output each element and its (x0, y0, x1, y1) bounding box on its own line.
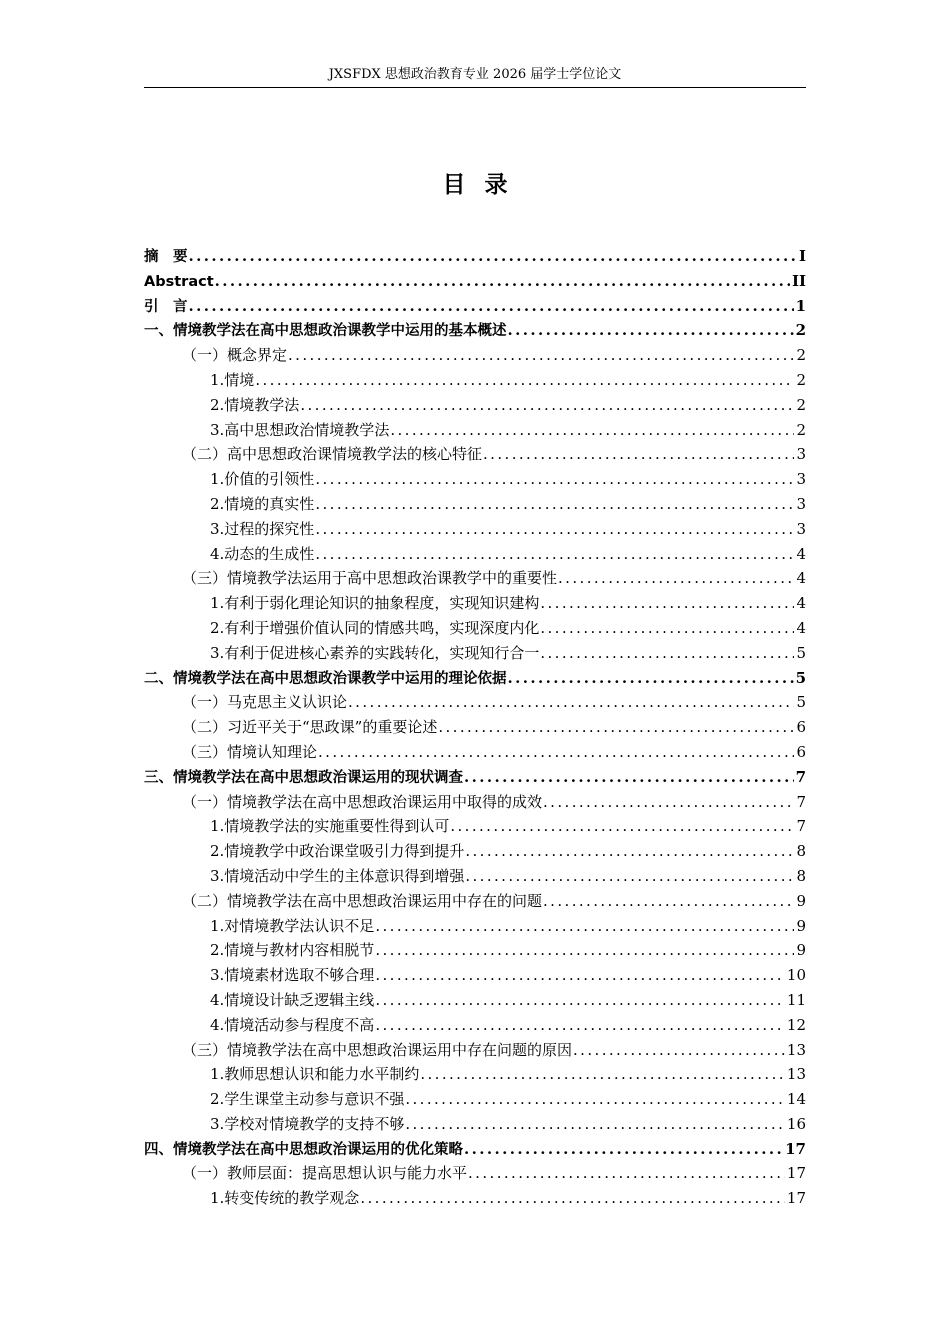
toc-leader-dots (404, 1087, 785, 1112)
toc-entry[interactable] (144, 938, 806, 963)
toc-entry-label: 2.情境的真实性 (210, 494, 315, 513)
toc-leader-dots (214, 269, 790, 294)
toc-entry-label: 一、情境教学法在高中思想政治课教学中运用的基本概述 (144, 323, 507, 340)
toc-leader-dots (404, 1112, 785, 1137)
toc-leader-dots (374, 988, 785, 1013)
toc-entry-label: （三）情境认知理论 (182, 742, 318, 761)
toc-entry-page-number: 4 (796, 618, 806, 637)
toc-entry[interactable] (144, 492, 806, 517)
toc-leader-dots (539, 591, 794, 616)
toc-entry-label: 2.有利于增强价值认同的情感共鸣，实现深度内化 (210, 618, 540, 637)
toc-leader-dots (314, 467, 794, 492)
toc-leader-dots (317, 740, 794, 765)
toc-entry-label: （一）情境教学法在高中思想政治课运用中取得的成效 (182, 792, 543, 811)
running-header: JXSFDX 思想政治教育专业 2026 届学士学位论文 (328, 67, 622, 82)
toc-entry-page-number: 10 (786, 966, 806, 985)
toc-leader-dots (254, 368, 794, 393)
toc-entry[interactable] (144, 591, 806, 616)
toc-entry[interactable] (144, 914, 806, 939)
toc-entry-page-number: 3 (796, 445, 806, 464)
toc-entry-page-number: 9 (796, 891, 806, 910)
toc-entry-page-number: 8 (796, 866, 806, 885)
toc-entry-label: 1.有利于弱化理论知识的抽象程度，实现知识建构 (210, 594, 540, 613)
toc-leader-dots (539, 641, 794, 666)
toc-entry[interactable] (144, 1137, 806, 1162)
toc-entry-page-number: 1 (795, 296, 806, 315)
toc-leader-dots (374, 963, 785, 988)
toc-leader-dots (299, 393, 794, 418)
toc-leader-dots (542, 889, 794, 914)
toc-leader-dots (374, 1013, 785, 1038)
toc-entry-page-number: II (791, 271, 806, 290)
toc-entry[interactable] (144, 666, 806, 691)
toc-entry-label: 摘 要 (144, 249, 188, 265)
toc-entry-label: 1.教师思想认识和能力水平制约 (210, 1065, 420, 1084)
toc-entry[interactable] (144, 343, 806, 368)
toc-entry-page-number: 5 (796, 693, 806, 712)
toc-entry[interactable] (144, 542, 806, 567)
toc-entry[interactable] (144, 1062, 806, 1087)
toc-entry-label: 2.情境教学中政治课堂吸引力得到提升 (210, 842, 465, 861)
toc-entry-page-number: 17 (785, 1139, 806, 1158)
toc-leader-dots (188, 244, 797, 269)
toc-entry[interactable] (144, 790, 806, 815)
toc-entry-page-number: 7 (796, 792, 806, 811)
toc-entry-page-number: 2 (796, 395, 806, 414)
toc-entry-label: （一）教师层面：提高思想认识与能力水平 (182, 1164, 468, 1183)
toc-entry-page-number: 16 (786, 1114, 806, 1133)
toc-entry-label: 3.情境素材选取不够合理 (210, 966, 375, 985)
toc-entry-label: 3.学校对情境教学的支持不够 (210, 1114, 405, 1133)
toc-entry[interactable] (144, 740, 806, 765)
toc-leader-dots (188, 294, 794, 319)
toc-entry-label: 1.情境教学法的实施重要性得到认可 (210, 817, 450, 836)
toc-entry[interactable] (144, 889, 806, 914)
toc-entry[interactable] (144, 641, 806, 666)
toc-entry-label: 引 言 (144, 298, 188, 315)
toc-entry-page-number: I (798, 247, 806, 265)
toc-entry-label: （一）概念界定 (182, 346, 288, 365)
toc-leader-dots (419, 1062, 785, 1087)
toc-entry-page-number: 2 (795, 321, 806, 340)
toc-leader-dots (374, 938, 794, 963)
toc-entry[interactable] (144, 1087, 806, 1112)
toc-entry-page-number: 17 (786, 1189, 806, 1208)
toc-entry-label: 1.转变传统的教学观念 (210, 1189, 360, 1208)
toc-leader-dots (463, 765, 794, 790)
toc-entry[interactable] (144, 1161, 806, 1186)
toc-leader-dots (542, 790, 794, 815)
toc-entry-page-number: 6 (796, 742, 806, 761)
toc-entry[interactable] (144, 442, 806, 467)
toc-entry[interactable] (144, 418, 806, 443)
toc-leader-dots (557, 566, 794, 591)
toc-entry-label: 1.对情境教学法认识不足 (210, 916, 375, 935)
table-of-contents (144, 244, 806, 1211)
toc-leader-dots (389, 418, 794, 443)
toc-entry[interactable] (144, 864, 806, 889)
toc-entry-page-number: 12 (786, 1015, 806, 1034)
toc-entry-page-number: 6 (796, 718, 806, 737)
toc-entry-label: 4.情境设计缺乏逻辑主线 (210, 990, 375, 1009)
toc-leader-dots (314, 492, 794, 517)
toc-entry-label: 四、情境教学法在高中思想政治课运用的优化策略 (144, 1141, 463, 1158)
toc-entry-label: 2.情境教学法 (210, 395, 300, 414)
toc-entry-page-number: 9 (796, 916, 806, 935)
toc-entry-label: 3.过程的探究性 (210, 519, 315, 538)
toc-entry-label: 2.学生课堂主动参与意识不强 (210, 1090, 405, 1109)
toc-entry-page-number: 2 (796, 370, 806, 389)
toc-entry[interactable] (144, 616, 806, 641)
toc-leader-dots (507, 318, 794, 343)
toc-entry-label: 1.价值的引领性 (210, 470, 315, 489)
toc-leader-dots (314, 517, 794, 542)
toc-leader-dots (464, 839, 794, 864)
toc-leader-dots (359, 1186, 785, 1211)
toc-entry-page-number: 3 (796, 519, 806, 538)
toc-entry-label: 3.有利于促进核心素养的实践转化，实现知行合一 (210, 643, 540, 662)
toc-leader-dots (314, 542, 794, 567)
toc-entry-page-number: 17 (786, 1164, 806, 1183)
toc-entry-page-number: 7 (796, 817, 806, 836)
toc-entry-page-number: 4 (796, 594, 806, 613)
toc-entry-page-number: 13 (786, 1065, 806, 1084)
toc-entry-label: 3.情境活动中学生的主体意识得到增强 (210, 866, 465, 885)
toc-entry-label: Abstract (144, 273, 214, 290)
toc-leader-dots (467, 1161, 785, 1186)
toc-entry-page-number: 14 (786, 1090, 806, 1109)
toc-entry[interactable] (144, 368, 806, 393)
header-rule (144, 87, 806, 88)
toc-entry-label: （三）情境教学法在高中思想政治课运用中存在问题的原因 (182, 1040, 573, 1059)
toc-leader-dots (463, 1137, 783, 1162)
toc-entry-label: 1.情境 (210, 370, 255, 389)
toc-entry-page-number: 7 (795, 767, 806, 786)
toc-entry-label: （二）习近平关于“思政课”的重要论述 (182, 718, 438, 737)
toc-entry-page-number: 5 (795, 668, 806, 687)
toc-entry[interactable] (144, 839, 806, 864)
toc-entry-label: 三、情境教学法在高中思想政治课运用的现状调查 (144, 769, 463, 786)
toc-entry-label: 二、情境教学法在高中思想政治课教学中运用的理论依据 (144, 670, 507, 687)
toc-leader-dots (572, 1038, 785, 1063)
toc-entry-page-number: 3 (796, 494, 806, 513)
toc-entry[interactable] (144, 294, 806, 319)
toc-entry[interactable] (144, 715, 806, 740)
toc-entry-page-number: 11 (786, 990, 806, 1009)
toc-entry-page-number: 4 (796, 569, 806, 588)
toc-entry-page-number: 2 (796, 346, 806, 365)
toc-title: 目录 (442, 172, 527, 198)
toc-entry[interactable] (144, 393, 806, 418)
toc-entry-page-number: 4 (796, 544, 806, 563)
toc-entry-page-number: 13 (786, 1040, 806, 1059)
toc-entry-page-number: 3 (796, 470, 806, 489)
toc-entry[interactable] (144, 566, 806, 591)
toc-entry[interactable] (144, 517, 806, 542)
toc-entry[interactable] (144, 963, 806, 988)
toc-leader-dots (347, 690, 794, 715)
toc-entry-label: （三）情境教学法运用于高中思想政治课教学中的重要性 (182, 569, 558, 588)
toc-leader-dots (507, 666, 794, 691)
toc-entry-label: （二）情境教学法在高中思想政治课运用中存在的问题 (182, 891, 543, 910)
toc-entry-page-number: 9 (796, 941, 806, 960)
toc-leader-dots (482, 442, 794, 467)
toc-entry[interactable] (144, 1186, 806, 1211)
toc-leader-dots (287, 343, 794, 368)
toc-leader-dots (374, 914, 794, 939)
toc-entry[interactable] (144, 814, 806, 839)
toc-leader-dots (464, 864, 794, 889)
toc-entry-page-number: 2 (796, 420, 806, 439)
toc-entry[interactable] (144, 988, 806, 1013)
toc-entry[interactable] (144, 244, 806, 269)
toc-leader-dots (437, 715, 794, 740)
toc-entry-label: 4.动态的生成性 (210, 544, 315, 563)
toc-entry-label: 3.高中思想政治情境教学法 (210, 420, 390, 439)
toc-entry[interactable] (144, 318, 806, 343)
toc-entry[interactable] (144, 269, 806, 294)
toc-entry-page-number: 8 (796, 842, 806, 861)
toc-entry[interactable] (144, 1038, 806, 1063)
toc-entry[interactable] (144, 1112, 806, 1137)
toc-leader-dots (539, 616, 794, 641)
toc-entry[interactable] (144, 690, 806, 715)
toc-entry[interactable] (144, 765, 806, 790)
toc-entry-label: （二）高中思想政治课情境教学法的核心特征 (182, 445, 483, 464)
toc-entry[interactable] (144, 467, 806, 492)
toc-entry-label: 2.情境与教材内容相脱节 (210, 941, 375, 960)
toc-entry-label: 4.情境活动参与程度不高 (210, 1015, 375, 1034)
toc-entry-page-number: 5 (796, 643, 806, 662)
toc-leader-dots (449, 814, 794, 839)
toc-entry-label: （一）马克思主义认识论 (182, 693, 348, 712)
toc-entry[interactable] (144, 1013, 806, 1038)
